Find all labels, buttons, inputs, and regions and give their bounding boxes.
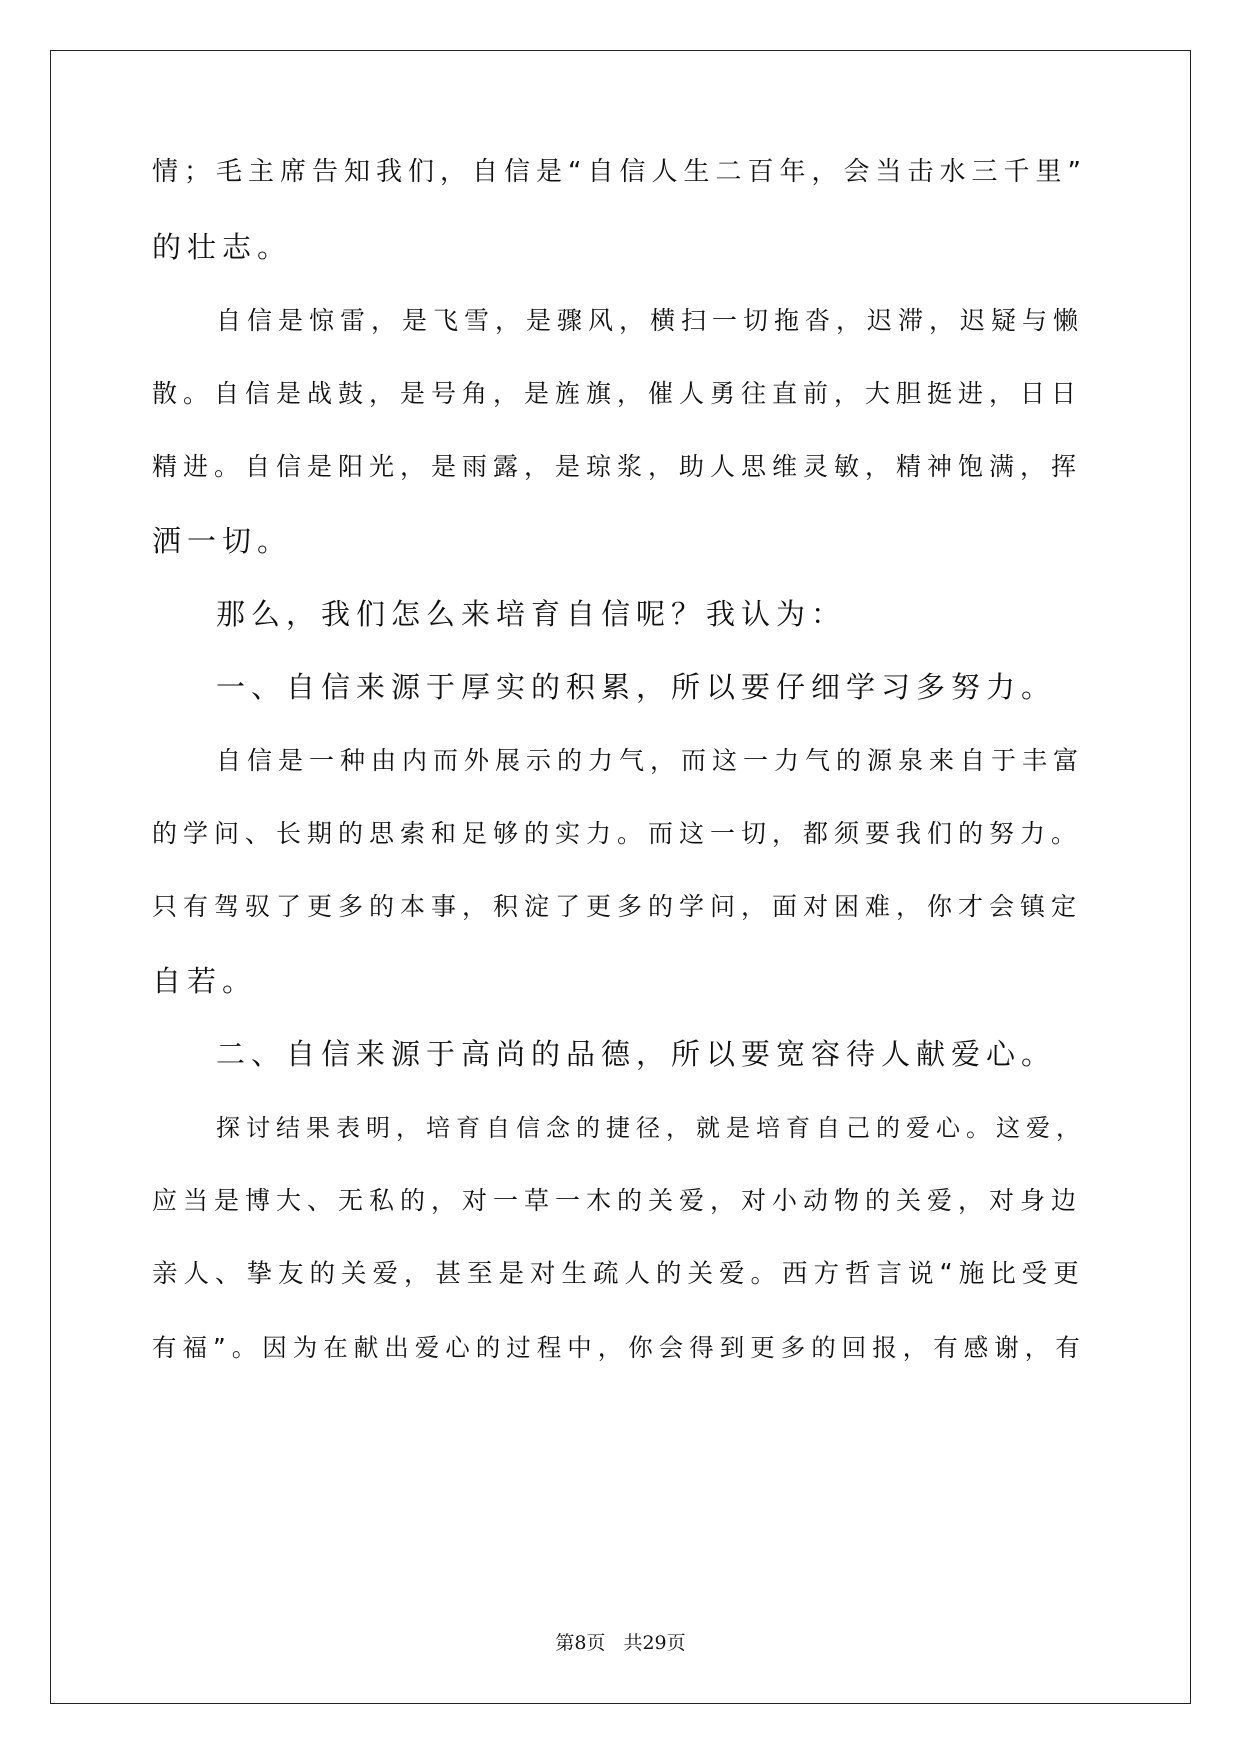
- text-line: 自若。: [152, 964, 258, 998]
- text-line: 二、自信来源于高尚的品德，所以要宽容待人献爱心。: [216, 1037, 1057, 1071]
- text-line: 那么，我们怎么来培育自信呢？我认为：: [216, 597, 847, 631]
- text-line: 探讨结果表明，培育自信念的捷径，就是培育自己的爱心。这爱，: [216, 1114, 1086, 1142]
- text-line: 亲人、挚友的关爱，甚至是对生疏人的关爱。西方哲言说“施比受更: [152, 1259, 1085, 1289]
- text-line: 情；毛主席告知我们，自信是“自信人生二百年，会当击水三千里”: [152, 157, 1087, 187]
- page-border: [50, 50, 1191, 1704]
- text-line: 只有驾驭了更多的本事，积淀了更多的学问，面对困难，你才会镇定: [152, 892, 1083, 921]
- page-number: 第8页 共29页: [555, 1632, 686, 1654]
- text-line: 散。自信是战鼓，是号角，是旌旗，催人勇往直前，大胆挺进，日日: [152, 379, 1083, 408]
- text-line: 应当是博大、无私的，对一草一木的关爱，对小动物的关爱，对身边: [152, 1186, 1083, 1215]
- text-line: 的学问、长期的思索和足够的实力。而这一切，都须要我们的努力。: [152, 819, 1083, 848]
- text-line: 一、自信来源于厚实的积累，所以要仔细学习多努力。: [216, 670, 1057, 704]
- text-line: 自信是惊雷，是飞雪，是骤风，横扫一切拖沓，迟滞，迟疑与懒: [216, 306, 1085, 335]
- text-line: 精进。自信是阳光，是雨露，是琼浆，助人思维灵敏，精神饱满，挥: [152, 452, 1083, 481]
- text-line: 自信是一种由内而外展示的力气，而这一力气的源泉来自于丰富: [216, 746, 1085, 775]
- text-line: 有福”。因为在献出爱心的过程中，你会得到更多的回报，有感谢，有: [152, 1333, 1086, 1362]
- text-line: 洒一切。: [152, 524, 293, 558]
- text-line: 的壮志。: [152, 230, 293, 264]
